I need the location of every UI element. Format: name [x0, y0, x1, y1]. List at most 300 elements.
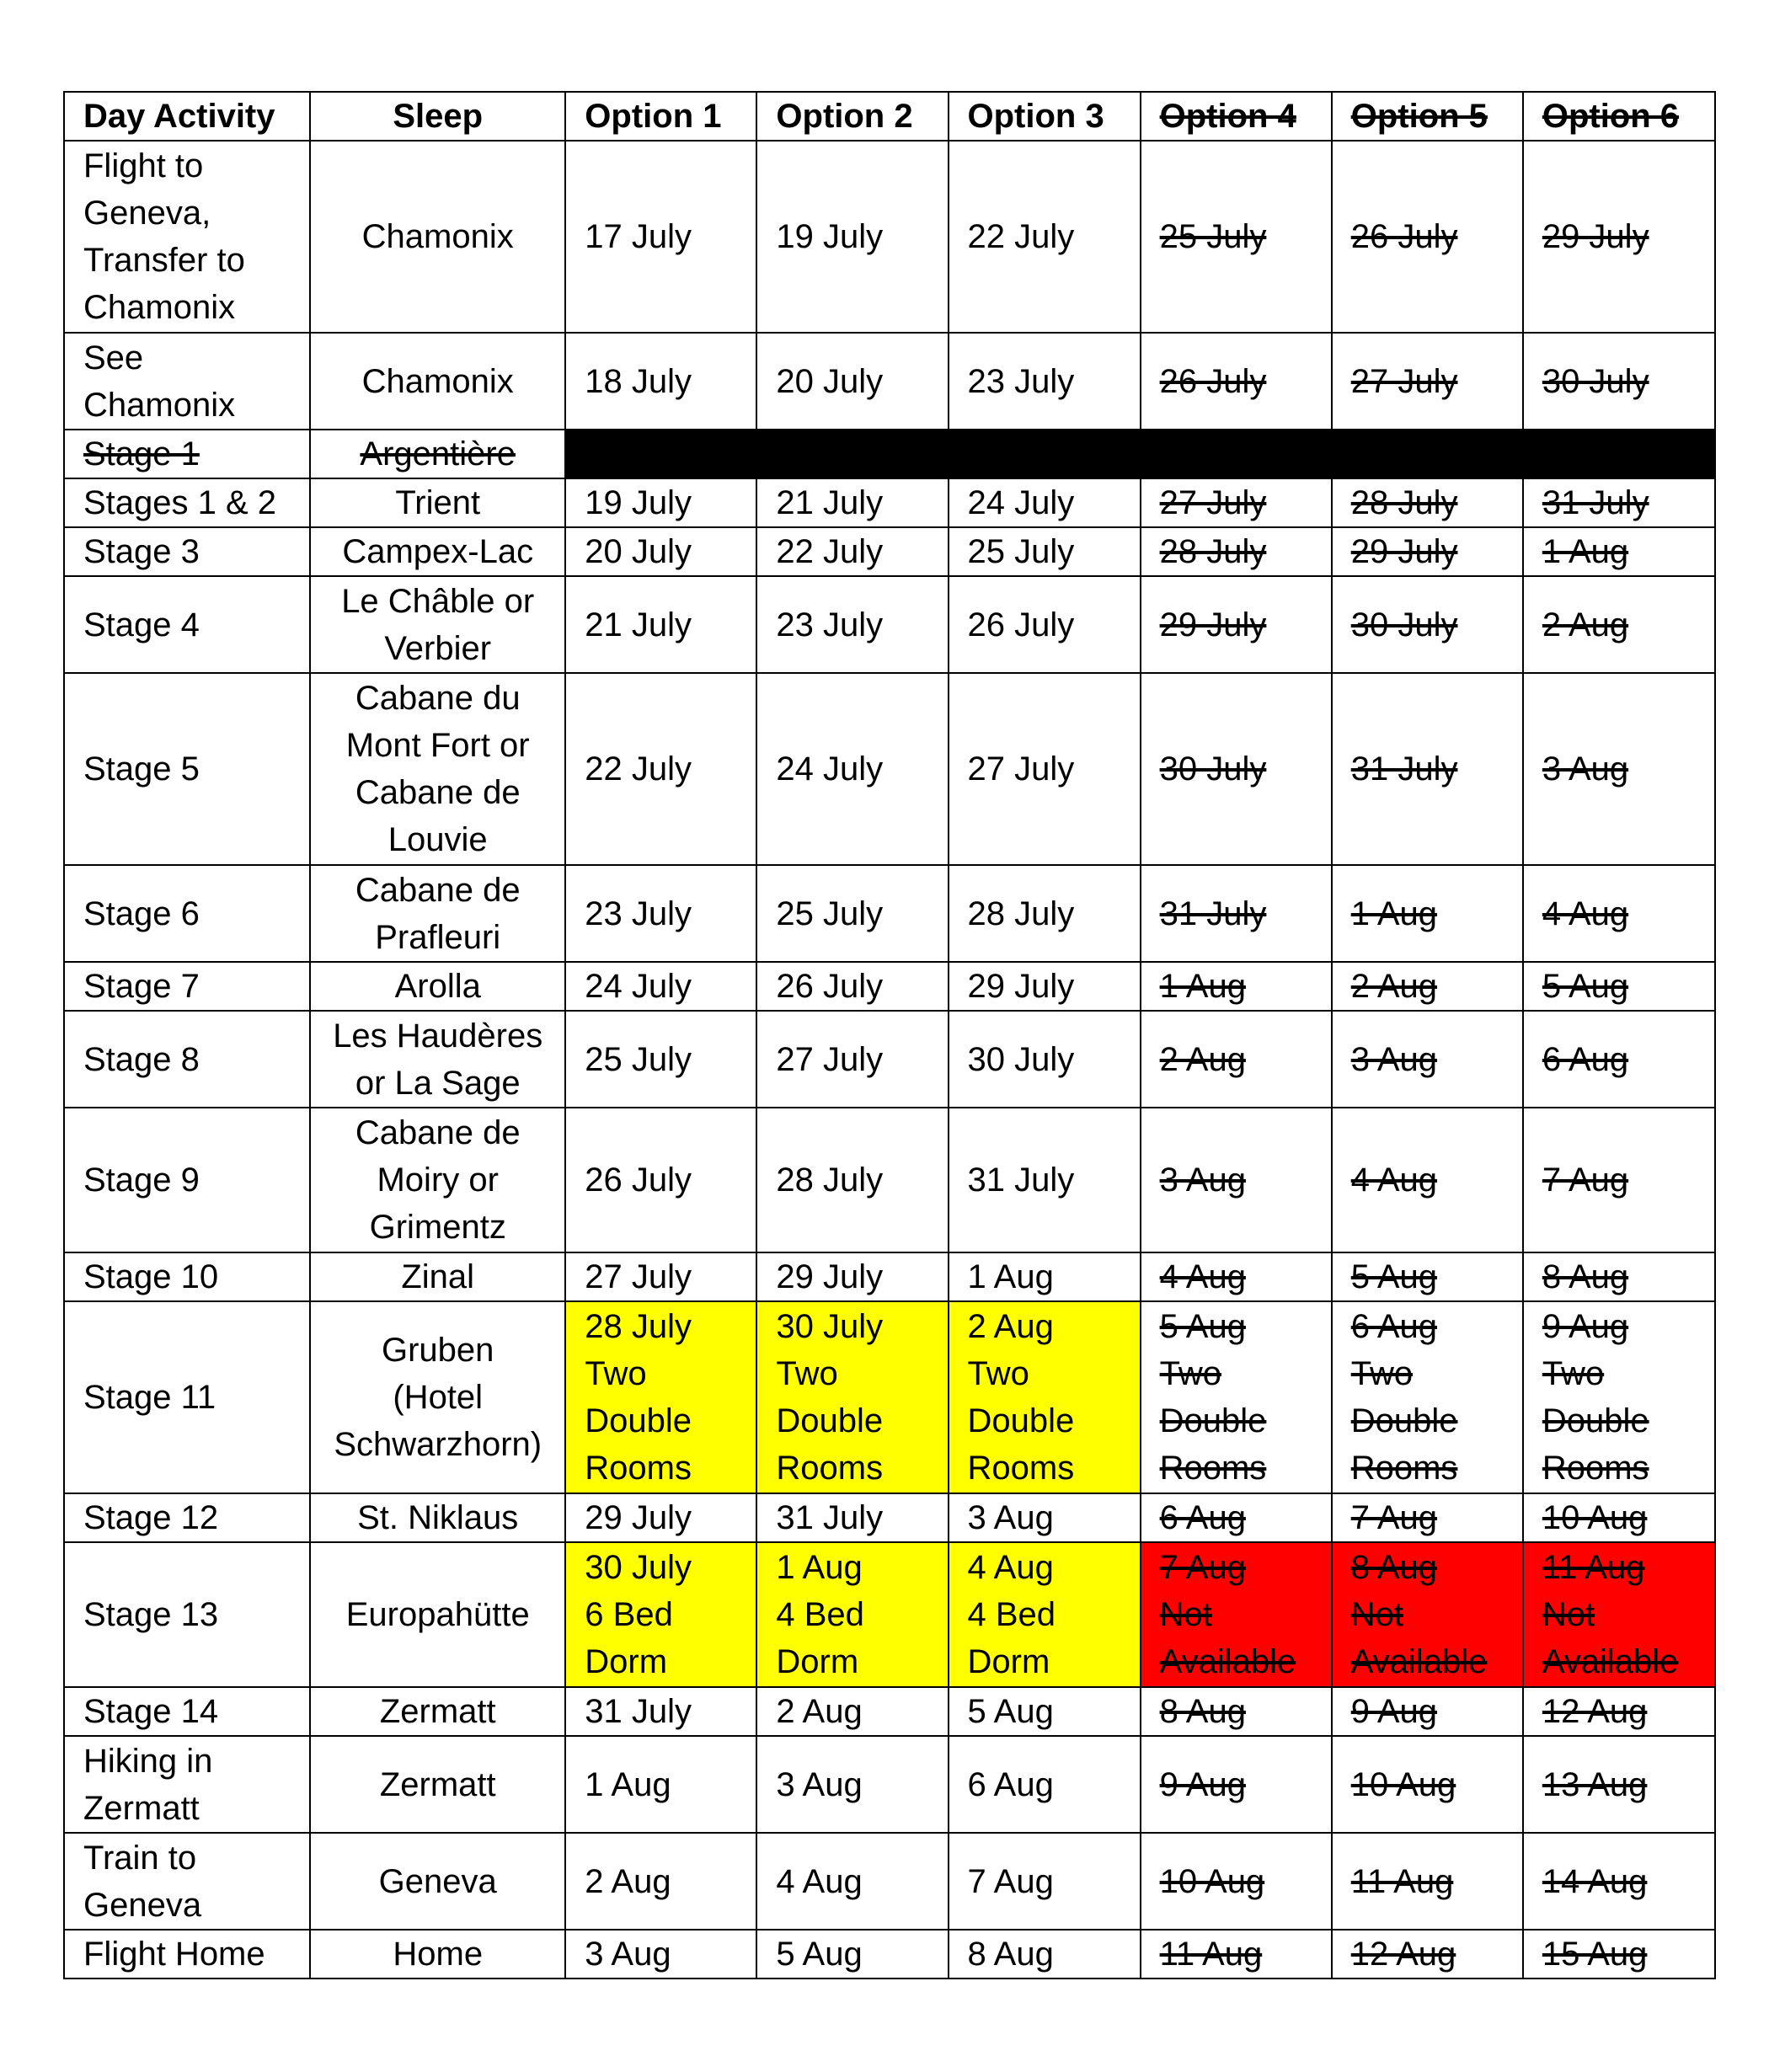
- cell-line: 5 Aug: [776, 1936, 863, 1973]
- option-1-cell: [565, 333, 756, 430]
- cell-line: 4 Aug: [1159, 1258, 1246, 1295]
- table-row: [64, 576, 1715, 673]
- cell-line: Mont Fort or: [345, 727, 530, 764]
- cell-line: Stage 4: [83, 606, 200, 643]
- sleep-cell: [310, 576, 565, 673]
- cell-line: Double: [1350, 1402, 1458, 1439]
- cell-line: 27 July: [1159, 484, 1267, 521]
- cell-line: 22 July: [776, 533, 884, 570]
- option-6-cell: [1523, 1252, 1715, 1301]
- cell-line: 31 July: [1159, 894, 1267, 932]
- activity-cell: [64, 673, 310, 865]
- cell-line: 8 Aug: [1159, 1693, 1246, 1730]
- cell-line: Louvie: [387, 821, 488, 858]
- option-5-cell: [1332, 1493, 1523, 1542]
- option-3-cell: [949, 141, 1141, 333]
- cell-line: 2 Aug: [1159, 1040, 1246, 1078]
- cell-line: 25 July: [1159, 218, 1267, 255]
- cell-line: 7 Aug: [967, 1862, 1054, 1900]
- cell-line: 1 Aug: [1542, 533, 1629, 570]
- cell-line: 2 Aug: [1542, 606, 1629, 643]
- table-row: [64, 1108, 1715, 1252]
- cell-line: 25 July: [585, 1040, 692, 1078]
- cell-line: Rooms: [967, 1450, 1075, 1487]
- cell-line: 3 Aug: [1542, 750, 1629, 788]
- cell-line: Trient: [395, 484, 481, 521]
- option-3-cell: [949, 478, 1141, 527]
- cell-line: 4 Aug: [1542, 894, 1629, 932]
- option-2-cell: [756, 430, 948, 478]
- cell-line: 29 July: [1542, 218, 1649, 255]
- sleep-cell: [310, 1687, 565, 1736]
- table-row: [64, 1493, 1715, 1542]
- option-2-cell: [756, 1542, 948, 1687]
- cell-line: 26 July: [1350, 218, 1458, 255]
- option-2-cell: [756, 333, 948, 430]
- table-row: [64, 865, 1715, 962]
- cell-line: Two: [585, 1355, 647, 1392]
- activity-cell: [64, 962, 310, 1011]
- cell-line: Hiking in: [83, 1742, 213, 1780]
- cell-line: Available: [1350, 1643, 1488, 1680]
- option-6-cell: [1523, 1301, 1715, 1493]
- cell-line: 29 July: [1350, 533, 1458, 570]
- option-3-cell: [949, 962, 1141, 1011]
- sleep-cell: [310, 1108, 565, 1252]
- cell-line: 24 July: [776, 750, 884, 788]
- option-1-cell: [565, 1011, 756, 1108]
- option-1-cell: [565, 673, 756, 865]
- cell-line: 5 Aug: [967, 1693, 1054, 1730]
- cell-line: 30 July: [776, 1308, 884, 1345]
- sleep-cell: [310, 141, 565, 333]
- sleep-cell: [310, 1301, 565, 1493]
- cell-line: 25 July: [967, 533, 1075, 570]
- activity-cell: [64, 1930, 310, 1979]
- table-row: [64, 1930, 1715, 1979]
- sleep-cell: [310, 430, 565, 478]
- cell-line: 27 July: [585, 1258, 692, 1295]
- option-6-cell: [1523, 478, 1715, 527]
- option-3-cell: [949, 1736, 1141, 1833]
- sleep-cell: [310, 478, 565, 527]
- cell-line: 1 Aug: [1159, 968, 1246, 1005]
- cell-line: Dorm: [967, 1643, 1050, 1680]
- cell-line: 7 Aug: [1350, 1499, 1438, 1536]
- cell-line: Zinal: [401, 1258, 475, 1295]
- cell-line: 26 July: [776, 968, 884, 1005]
- option-4-cell: [1141, 527, 1332, 576]
- cell-line: 31 July: [776, 1499, 884, 1536]
- cell-line: 7 Aug: [1542, 1161, 1629, 1199]
- option-6-cell: [1523, 1493, 1715, 1542]
- option-4-cell: [1141, 1493, 1332, 1542]
- cell-line: 22 July: [585, 750, 692, 788]
- cell-line: 4 Aug: [967, 1549, 1054, 1586]
- cell-line: Double: [776, 1402, 884, 1439]
- option-2-cell: [756, 1301, 948, 1493]
- option-2-cell: [756, 865, 948, 962]
- option-4-cell: [1141, 141, 1332, 333]
- cell-line: 22 July: [967, 218, 1075, 255]
- option-5-cell: [1332, 1108, 1523, 1252]
- cell-line: Two: [967, 1355, 1029, 1392]
- cell-line: 15 Aug: [1542, 1936, 1648, 1973]
- cell-line: 21 July: [585, 606, 692, 643]
- option-1-cell: [565, 430, 756, 478]
- table-row: [64, 962, 1715, 1011]
- option-5-cell: [1332, 1687, 1523, 1736]
- option-1-cell: [565, 478, 756, 527]
- cell-line: 3 Aug: [776, 1765, 863, 1803]
- cell-line: 2 Aug: [967, 1308, 1054, 1345]
- cell-line: 30 July: [1159, 750, 1267, 788]
- option-1-cell: [565, 1252, 756, 1301]
- cell-line: Transfer to: [83, 242, 245, 279]
- option-5-cell: [1332, 865, 1523, 962]
- cell-line: Stage 7: [83, 968, 200, 1005]
- cell-line: 29 July: [776, 1258, 884, 1295]
- activity-cell: [64, 1687, 310, 1736]
- cell-line: Zermatt: [379, 1765, 496, 1803]
- option-6-cell: [1523, 141, 1715, 333]
- option-1-cell: [565, 962, 756, 1011]
- option-5-cell: [1332, 478, 1523, 527]
- option-4-cell: [1141, 1930, 1332, 1979]
- cell-line: 1 Aug: [776, 1549, 863, 1586]
- option-2-cell: [756, 478, 948, 527]
- cell-line: Campex-Lac: [342, 533, 534, 570]
- option-6-cell: [1523, 1108, 1715, 1252]
- cell-line: Available: [1159, 1643, 1296, 1680]
- option-4-cell: [1141, 1011, 1332, 1108]
- cell-line: Not: [1350, 1596, 1403, 1633]
- cell-line: Double: [585, 1402, 692, 1439]
- cell-line: 11 Aug: [1159, 1936, 1263, 1973]
- sleep-cell: [310, 1542, 565, 1687]
- cell-line: 10 Aug: [1159, 1862, 1265, 1900]
- option-1-cell: [565, 1687, 756, 1736]
- activity-cell: [64, 1011, 310, 1108]
- option-2-cell: [756, 1108, 948, 1252]
- option-4-cell: [1141, 1833, 1332, 1930]
- cell-line: 8 Aug: [1350, 1549, 1438, 1586]
- cell-line: Le Châble or: [341, 582, 535, 620]
- option-4-cell: [1141, 576, 1332, 673]
- cell-line: Two: [1542, 1355, 1605, 1392]
- option-2-cell: [756, 527, 948, 576]
- option-3-cell: [949, 1687, 1141, 1736]
- column-header: Option 4: [1141, 92, 1332, 141]
- activity-cell: [64, 1542, 310, 1687]
- option-4-cell: [1141, 478, 1332, 527]
- option-6-cell: [1523, 1687, 1715, 1736]
- cell-line: Zermatt: [379, 1693, 496, 1730]
- cell-line: 9 Aug: [1159, 1765, 1246, 1803]
- option-4-cell: [1141, 1108, 1332, 1252]
- cell-line: Cabane de: [355, 774, 521, 811]
- sleep-cell: [310, 333, 565, 430]
- cell-line: Stage 1: [83, 435, 200, 473]
- activity-cell: [64, 430, 310, 478]
- cell-line: Dorm: [776, 1643, 859, 1680]
- option-4-cell: [1141, 333, 1332, 430]
- column-header: Option 2: [756, 92, 948, 141]
- cell-line: 26 July: [1159, 362, 1267, 400]
- activity-cell: [64, 478, 310, 527]
- cell-line: 28 July: [1159, 533, 1267, 570]
- cell-line: 4 Aug: [776, 1862, 863, 1900]
- option-5-cell: [1332, 1011, 1523, 1108]
- cell-line: Gruben: [382, 1332, 494, 1369]
- option-3-cell: [949, 430, 1141, 478]
- column-header: Option 5: [1332, 92, 1523, 141]
- option-1-cell: [565, 865, 756, 962]
- option-5-cell: [1332, 141, 1523, 333]
- cell-line: Prafleuri: [375, 918, 501, 956]
- cell-line: 29 July: [1159, 606, 1267, 643]
- cell-line: Moiry or: [377, 1161, 499, 1199]
- option-3-cell: [949, 527, 1141, 576]
- option-3-cell: [949, 865, 1141, 962]
- cell-line: Rooms: [1159, 1450, 1267, 1487]
- cell-line: 31 July: [1542, 484, 1649, 521]
- option-4-cell: [1141, 1252, 1332, 1301]
- cell-line: Europahütte: [345, 1596, 530, 1633]
- cell-line: Train to: [83, 1839, 197, 1877]
- cell-line: 3 Aug: [1159, 1161, 1246, 1199]
- cell-line: Verbier: [384, 629, 492, 667]
- sleep-cell: [310, 865, 565, 962]
- cell-line: 3 Aug: [1350, 1040, 1438, 1078]
- table-row: [64, 430, 1715, 478]
- option-5-cell: [1332, 333, 1523, 430]
- sleep-cell: [310, 1833, 565, 1930]
- option-6-cell: [1523, 1930, 1715, 1979]
- activity-cell: [64, 333, 310, 430]
- cell-line: 26 July: [967, 606, 1075, 643]
- cell-line: Chamonix: [361, 362, 514, 400]
- sleep-cell: [310, 1736, 565, 1833]
- sleep-cell: [310, 1493, 565, 1542]
- cell-line: St. Niklaus: [357, 1499, 519, 1536]
- cell-line: Les Haudères: [333, 1017, 543, 1055]
- option-5-cell: [1332, 1736, 1523, 1833]
- cell-line: 1 Aug: [967, 1258, 1054, 1295]
- column-header: Option 3: [949, 92, 1141, 141]
- cell-line: Stage 3: [83, 533, 200, 570]
- table-row: [64, 333, 1715, 430]
- option-5-cell: [1332, 1930, 1523, 1979]
- option-6-cell: [1523, 865, 1715, 962]
- option-1-cell: [565, 1930, 756, 1979]
- cell-line: 17 July: [585, 218, 692, 255]
- itinerary-table: [63, 91, 1716, 1979]
- option-2-cell: [756, 141, 948, 333]
- option-3-cell: [949, 1930, 1141, 1979]
- cell-line: 1 Aug: [1350, 894, 1438, 932]
- cell-line: Not: [1542, 1596, 1595, 1633]
- option-6-cell: [1523, 962, 1715, 1011]
- option-4-cell: [1141, 1542, 1332, 1687]
- table-row: [64, 1687, 1715, 1736]
- cell-line: Double: [1542, 1402, 1649, 1439]
- cell-line: 28 July: [585, 1308, 692, 1345]
- option-3-cell: [949, 1108, 1141, 1252]
- cell-line: 4 Bed: [776, 1596, 864, 1633]
- cell-line: Chamonix: [361, 218, 514, 255]
- cell-line: See: [83, 339, 144, 376]
- itinerary-table-body: [64, 92, 1715, 1979]
- option-2-cell: [756, 962, 948, 1011]
- cell-line: 10 Aug: [1350, 1765, 1456, 1803]
- cell-line: 3 Aug: [585, 1936, 671, 1973]
- cell-line: 12 Aug: [1350, 1936, 1456, 1973]
- option-1-cell: [565, 1833, 756, 1930]
- cell-line: 18 July: [585, 362, 692, 400]
- option-6-cell: [1523, 1736, 1715, 1833]
- cell-line: 30 July: [1350, 606, 1458, 643]
- option-2-cell: [756, 1252, 948, 1301]
- activity-cell: [64, 1493, 310, 1542]
- option-4-cell: [1141, 1687, 1332, 1736]
- cell-line: Cabane de: [355, 1114, 521, 1151]
- option-3-cell: [949, 1542, 1141, 1687]
- cell-line: 28 July: [967, 894, 1075, 932]
- option-1-cell: [565, 1736, 756, 1833]
- cell-line: (Hotel: [393, 1379, 484, 1416]
- cell-line: 9 Aug: [1350, 1693, 1438, 1730]
- cell-line: 6 Aug: [1542, 1040, 1629, 1078]
- cell-line: 28 July: [776, 1161, 884, 1199]
- cell-line: 27 July: [1350, 362, 1458, 400]
- option-3-cell: [949, 1833, 1141, 1930]
- cell-line: 5 Aug: [1542, 968, 1629, 1005]
- column-header: Sleep: [310, 92, 565, 141]
- cell-line: Double: [967, 1402, 1075, 1439]
- cell-line: 6 Bed: [585, 1596, 673, 1633]
- sleep-cell: [310, 527, 565, 576]
- cell-line: Home: [393, 1936, 484, 1973]
- option-3-cell: [949, 673, 1141, 865]
- activity-cell: [64, 1108, 310, 1252]
- table-row: [64, 1252, 1715, 1301]
- cell-line: or La Sage: [355, 1064, 521, 1102]
- cell-line: Cabane de: [355, 871, 521, 909]
- option-5-cell: [1332, 1542, 1523, 1687]
- option-5-cell: [1332, 527, 1523, 576]
- cell-line: 23 July: [585, 894, 692, 932]
- activity-cell: [64, 141, 310, 333]
- sleep-cell: [310, 673, 565, 865]
- option-1-cell: [565, 141, 756, 333]
- table-row: [64, 1833, 1715, 1930]
- activity-cell: [64, 865, 310, 962]
- cell-line: 31 July: [967, 1161, 1075, 1199]
- option-4-cell: [1141, 865, 1332, 962]
- option-2-cell: [756, 1687, 948, 1736]
- header-row: [64, 92, 1715, 141]
- option-2-cell: [756, 1011, 948, 1108]
- option-2-cell: [756, 1930, 948, 1979]
- option-5-cell: [1332, 430, 1523, 478]
- activity-cell: [64, 1301, 310, 1493]
- cell-line: 14 Aug: [1542, 1862, 1648, 1900]
- cell-line: 9 Aug: [1542, 1308, 1629, 1345]
- cell-line: 27 July: [967, 750, 1075, 788]
- cell-line: 29 July: [967, 968, 1075, 1005]
- cell-line: 31 July: [585, 1693, 692, 1730]
- option-1-cell: [565, 527, 756, 576]
- option-3-cell: [949, 576, 1141, 673]
- cell-line: Geneva: [83, 1886, 202, 1924]
- option-4-cell: [1141, 1736, 1332, 1833]
- sleep-cell: [310, 962, 565, 1011]
- cell-line: Stage 8: [83, 1040, 200, 1078]
- cell-line: 25 July: [776, 894, 884, 932]
- table-row: [64, 141, 1715, 333]
- option-5-cell: [1332, 1252, 1523, 1301]
- cell-line: Grimentz: [369, 1209, 506, 1246]
- cell-line: 4 Aug: [1350, 1161, 1438, 1199]
- cell-line: Chamonix: [83, 289, 236, 326]
- option-4-cell: [1141, 673, 1332, 865]
- option-3-cell: [949, 1011, 1141, 1108]
- cell-line: 20 July: [585, 533, 692, 570]
- cell-line: Not: [1159, 1596, 1212, 1633]
- option-3-cell: [949, 1301, 1141, 1493]
- cell-line: 1 Aug: [585, 1765, 671, 1803]
- cell-line: Rooms: [585, 1450, 692, 1487]
- cell-line: 24 July: [585, 968, 692, 1005]
- option-6-cell: [1523, 576, 1715, 673]
- option-2-cell: [756, 673, 948, 865]
- cell-line: 30 July: [1542, 362, 1649, 400]
- sleep-cell: [310, 1011, 565, 1108]
- cell-line: Stage 9: [83, 1161, 200, 1199]
- cell-line: 31 July: [1350, 750, 1458, 788]
- cell-line: Dorm: [585, 1643, 668, 1680]
- sleep-cell: [310, 1252, 565, 1301]
- activity-cell: [64, 1833, 310, 1930]
- option-1-cell: [565, 1542, 756, 1687]
- option-6-cell: [1523, 527, 1715, 576]
- column-header: Option 6: [1523, 92, 1715, 141]
- option-1-cell: [565, 576, 756, 673]
- table-row: [64, 673, 1715, 865]
- cell-line: Two: [1350, 1355, 1414, 1392]
- column-header: Day Activity: [64, 92, 310, 141]
- cell-line: 8 Aug: [967, 1936, 1054, 1973]
- activity-cell: [64, 1252, 310, 1301]
- cell-line: Two: [776, 1355, 838, 1392]
- option-6-cell: [1523, 333, 1715, 430]
- activity-cell: [64, 1736, 310, 1833]
- table-row: [64, 1542, 1715, 1687]
- cell-line: 2 Aug: [1350, 968, 1438, 1005]
- option-1-cell: [565, 1493, 756, 1542]
- activity-cell: [64, 576, 310, 673]
- cell-line: 11 Aug: [1350, 1862, 1454, 1900]
- cell-line: Stage 5: [83, 750, 200, 788]
- option-2-cell: [756, 1833, 948, 1930]
- cell-line: 27 July: [776, 1040, 884, 1078]
- cell-line: 6 Aug: [967, 1765, 1054, 1803]
- cell-line: Double: [1159, 1402, 1267, 1439]
- cell-line: 8 Aug: [1542, 1258, 1629, 1295]
- cell-line: 21 July: [776, 484, 884, 521]
- cell-line: Argentière: [360, 435, 516, 473]
